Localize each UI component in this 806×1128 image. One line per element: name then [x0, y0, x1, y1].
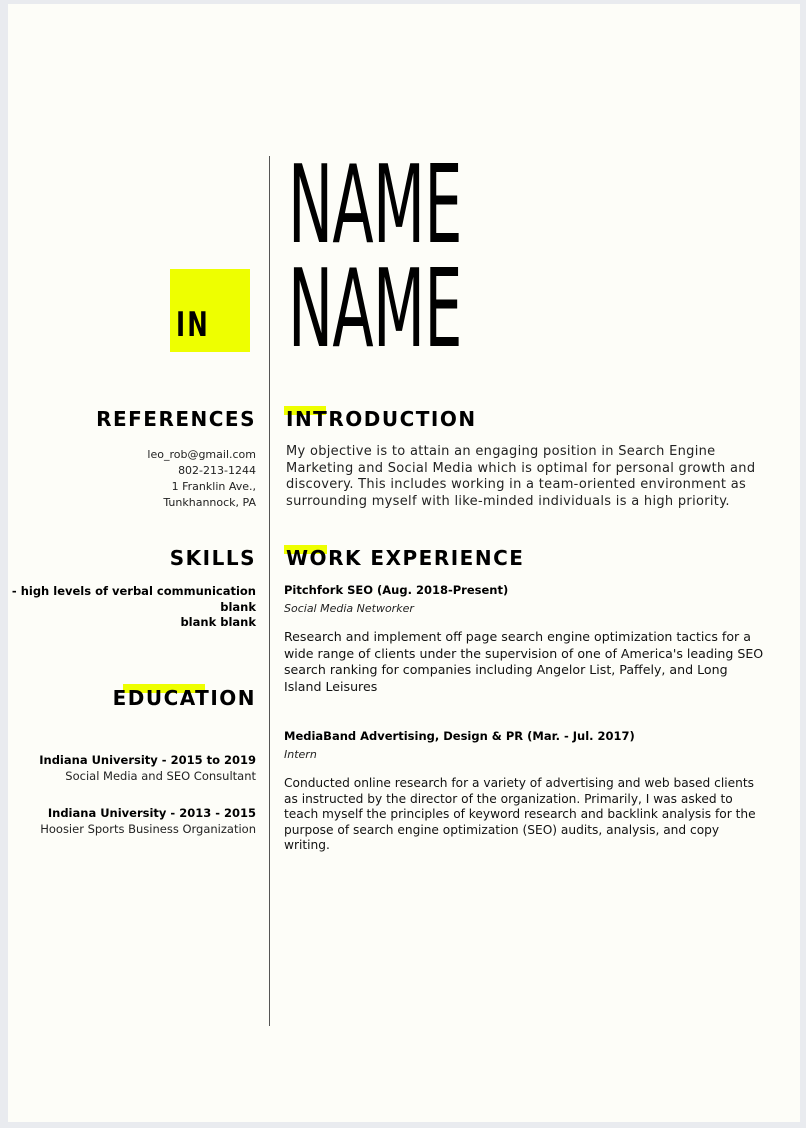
reference-address-line1: 1 Franklin Ave., — [171, 480, 256, 493]
job-description: Conducted online research for a variety of advertising and web based clients as instructed by the director of the organization. Primarily, I was asked to teach myself the principles of keyword research and backlink analysis for the purpose of search engine optimization (SEO) audits, analysis, and copy writing. — [284, 776, 756, 852]
job-role: Social Media Networker — [284, 602, 414, 615]
resume-page — [8, 4, 800, 1122]
work-experience-heading: WORK EXPERIENCE — [286, 546, 525, 570]
introduction-text: My objective is to attain an engaging position in Search Engine Marketing and Social Media which is optimal for personal growth and discovery. This includes working in a team-oriented environment as surrounding myself with like-minded individuals is a high priority. — [286, 444, 756, 509]
skills-heading: SKILLS — [169, 546, 256, 570]
education-subtitle: Hoosier Sports Business Organization — [40, 822, 256, 836]
first-name: NAME — [288, 143, 462, 268]
skill-item: - high levels of verbal communication — [11, 584, 256, 598]
column-divider — [269, 156, 270, 1026]
education-title: Indiana University - 2015 to 2019 — [39, 753, 256, 767]
education-entry — [40, 805, 256, 837]
references-list — [147, 447, 256, 511]
skill-item: blank — [220, 599, 256, 614]
job-description: Research and implement off page search engine optimization tactics for a wide range of clients under the supervision of one of America's leading SEO search ranking for companies including Angelor List, Paffely, and Long Island Leisures — [284, 629, 764, 694]
skill-item: blank blank — [180, 615, 256, 629]
introduction-heading: INTRODUCTION — [286, 407, 477, 431]
job-role: Intern — [284, 748, 317, 761]
education-entry — [39, 752, 256, 784]
skills-list — [12, 584, 256, 631]
references-heading: REFERENCES — [96, 407, 256, 431]
reference-address-line2: Tunkhannock, PA — [163, 496, 256, 509]
job-title: Pitchfork SEO (Aug. 2018-Present) — [284, 583, 509, 597]
job-title: MediaBand Advertising, Design & PR (Mar. - Jul. 2017) — [284, 729, 635, 743]
reference-email: leo_rob@gmail.com — [147, 448, 256, 461]
initials: IN — [176, 305, 210, 345]
education-title: Indiana University - 2013 - 2015 — [47, 806, 256, 820]
last-name: NAME — [288, 247, 462, 372]
reference-phone: 802-213-1244 — [178, 464, 256, 477]
education-heading: EDUCATION — [112, 686, 256, 710]
education-subtitle: Social Media and SEO Consultant — [65, 769, 256, 783]
